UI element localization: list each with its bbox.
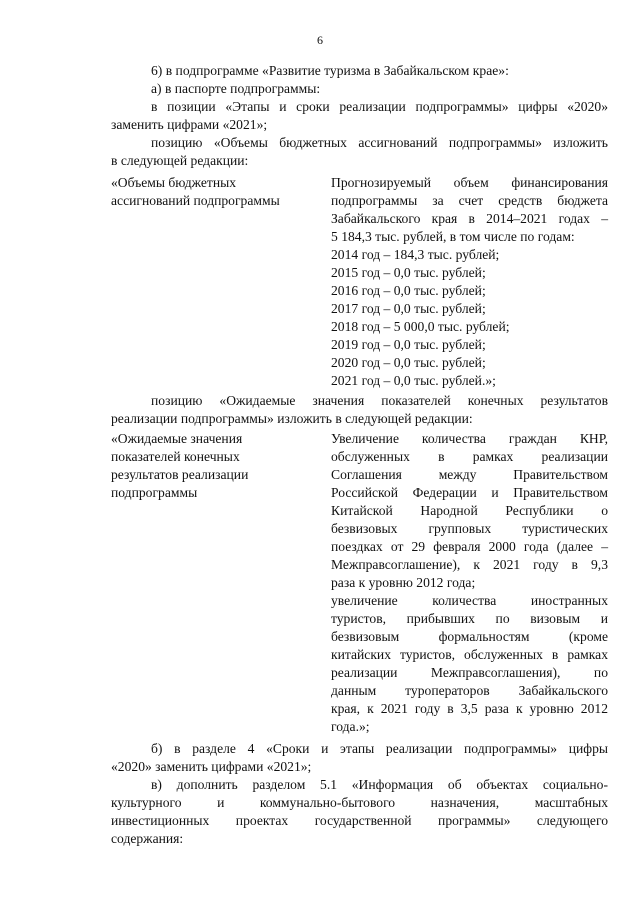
table1-year-2020: 2020 год – 0,0 тыс. рублей; bbox=[331, 355, 486, 370]
table2-right-line-2: обслуженных в рамках реализации bbox=[331, 449, 608, 464]
table1-year-2017: 2017 год – 0,0 тыс. рублей; bbox=[331, 301, 486, 316]
table1-total: 5 184,3 тыс. рублей, в том числе по годам: bbox=[331, 229, 575, 244]
page-number: 6 bbox=[317, 33, 323, 47]
table2-right-line-15: данным туроператоров Забайкальского bbox=[331, 683, 608, 698]
table2-left-line-2: показателей конечных bbox=[111, 449, 240, 464]
table1-right-line-3: Забайкальского края в 2014–2021 годах – bbox=[331, 211, 608, 226]
table1-year-2014: 2014 год – 184,3 тыс. рублей; bbox=[331, 247, 500, 262]
intro-line-1: 6) в подпрограмме «Развитие туризма в Забайкальском крае»: bbox=[151, 63, 509, 78]
middle-line-1: позицию «Ожидаемые значения показателей конечных результатов bbox=[151, 393, 608, 408]
table2-right-line-13: китайских туристов, обслуженных в рамках bbox=[331, 647, 608, 662]
intro-line-2: а) в паспорте подпрограммы: bbox=[151, 81, 321, 96]
table1-year-2018: 2018 год – 5 000,0 тыс. рублей; bbox=[331, 319, 510, 334]
middle-line-2: реализации подпрограммы» изложить в следующей редакции: bbox=[111, 411, 473, 426]
table2-left-line-3: результатов реализации bbox=[111, 467, 249, 482]
section-b-line-2: «2020» заменить цифрами «2021»; bbox=[111, 759, 312, 774]
table2-right-line-5: Китайской Народной Республики о bbox=[331, 503, 608, 518]
table2-right-line-7: поездках от 29 февраля 2000 года (далее – bbox=[331, 539, 608, 554]
table2-right-line-14: реализации Межправсоглашения), по bbox=[331, 665, 608, 680]
table2-left-line-1: «Ожидаемые значения bbox=[111, 431, 243, 446]
table1-year-2019: 2019 год – 0,0 тыс. рублей; bbox=[331, 337, 486, 352]
table2-right-line-4: Российской Федерации и Правительством bbox=[331, 485, 608, 500]
table1-right-line-2: подпрограммы за счет средств бюджета bbox=[331, 193, 608, 208]
section-v-line-2: культурного и коммунально-бытового назначения, масштабных bbox=[111, 795, 608, 810]
table2-right-line-1: Увеличение количества граждан КНР, bbox=[331, 431, 608, 446]
table2-right-line-8: Межправсоглашение), к 2021 году в 9,3 bbox=[331, 557, 608, 572]
table2-right-line-12: безвизовым формальностям (кроме bbox=[331, 629, 608, 644]
intro-line-5: позицию «Объемы бюджетных ассигнований подпрограммы» изложить bbox=[151, 135, 608, 150]
table1-year-2016: 2016 год – 0,0 тыс. рублей; bbox=[331, 283, 486, 298]
table2-left-line-4: подпрограммы bbox=[111, 485, 198, 500]
intro-line-3: в позиции «Этапы и сроки реализации подпрограммы» цифры «2020» bbox=[151, 99, 608, 114]
table1-right-line-1: Прогнозируемый объем финансирования bbox=[331, 175, 608, 190]
table1-left-line-2: ассигнований подпрограммы bbox=[111, 193, 280, 208]
intro-line-4: заменить цифрами «2021»; bbox=[111, 117, 268, 132]
table2-right-line-16: края, к 2021 году в 3,5 раза к уровню 2012 bbox=[331, 701, 608, 716]
section-b-line-1: б) в разделе 4 «Сроки и этапы реализации подпрограммы» цифры bbox=[151, 741, 608, 756]
section-v-line-3: инвестиционных проектах государственной программы» следующего bbox=[111, 813, 608, 828]
table1-left-line-1: «Объемы бюджетных bbox=[111, 175, 237, 190]
table2-right-line-17: года.»; bbox=[331, 719, 370, 734]
intro-line-6: в следующей редакции: bbox=[111, 153, 249, 168]
section-v-line-4: содержания: bbox=[111, 831, 184, 846]
table2-right-line-9: раза к уровню 2012 года; bbox=[331, 575, 476, 590]
section-v-line-1: в) дополнить разделом 5.1 «Информация об объектах социально- bbox=[151, 777, 608, 792]
table2-right-line-3: Соглашения между Правительством bbox=[331, 467, 608, 482]
table2-right-line-6: безвизовых групповых туристических bbox=[331, 521, 608, 536]
table1-year-2021: 2021 год – 0,0 тыс. рублей.»; bbox=[331, 373, 496, 388]
table1-year-2015: 2015 год – 0,0 тыс. рублей; bbox=[331, 265, 486, 280]
table2-right-line-11: туристов, прибывших по визовым и bbox=[331, 611, 608, 626]
table2-right-line-10: увеличение количества иностранных bbox=[331, 593, 608, 608]
